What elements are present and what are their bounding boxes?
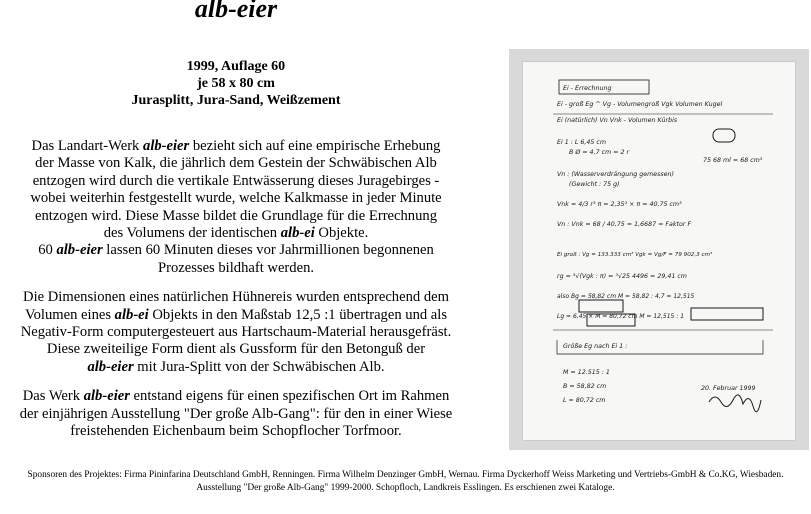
text-line [0, 138, 472, 155]
paragraph [0, 138, 472, 277]
sheet-line: Größe Eg nach Ei 1 : [563, 343, 628, 350]
text-line [0, 388, 472, 405]
work-title-mention: alb-ei [114, 306, 149, 323]
text-line [0, 190, 472, 207]
text-segment: entzogen wird durch die vertikale Entwässerung dieses Juragebirges - [32, 172, 440, 189]
text-line [0, 289, 472, 306]
text-line [0, 242, 472, 259]
text-segment: mit Jura-Splitt von der Schwäbischen Alb. [133, 358, 385, 375]
footer-exhibition: Ausstellung "Der große Alb-Gang" 1999-2000. Schopfloch, Landkreis Esslingen. Es erschienen zwei Kataloge. [196, 482, 615, 493]
text-segment: freistehenden Eichenbaum beim Schopflocher Torfmoor. [70, 423, 402, 440]
work-title-mention: alb-eier [87, 358, 134, 375]
sheet-line: (Gewicht : 75 g) [569, 181, 620, 188]
page-title: alb-eier [194, 0, 278, 23]
body-text [0, 138, 472, 453]
text-line [0, 324, 472, 341]
spec-material: Jurasplitt, Jura-Sand, Weißzement [131, 93, 341, 108]
text-segment: Objekts in den Maßstab 12,5 :1 übertragen und als [148, 306, 448, 323]
footer-sponsors: Sponsoren des Projektes: Firma Pininfarina Deutschland GmbH, Renningen. Firma Wilhelm Denzinger GmbH, Wernau. Firma Dyckerhoff Weiss Marketing und Vertriebs-GmbH & Co.KG, Wiesbaden. [27, 470, 784, 480]
text-line [0, 423, 472, 440]
sheet-line: 20. Februar 1999 [701, 385, 756, 392]
work-title-mention: alb-eier [143, 138, 190, 154]
text-line [0, 341, 472, 358]
text-segment: 60 [38, 242, 57, 259]
text-segment: des Volumens der identischen [103, 225, 281, 242]
sheet-line: M = 12.515 : 1 [563, 369, 610, 376]
text-segment: Das Landart-Werk [31, 138, 144, 154]
text-line [0, 307, 472, 324]
text-line [0, 359, 472, 376]
text-segment: Objekte. [314, 225, 369, 242]
sheet-line: Ei (natürlich) Vn Vnk - Volumen Kürbis [557, 117, 678, 124]
sheet-line: Vnk = 4/3 r³ π = 2,35³ × π = 40,75 cm³ [557, 201, 682, 208]
text-segment: Diese zweiteilige Form dient als Gussform für den Betonguß der [46, 341, 426, 358]
text-segment: Das Werk [22, 388, 84, 405]
sheet-line: 75 68 ml = 68 cm³ [703, 157, 763, 164]
work-title-mention: alb-eier [56, 242, 103, 259]
specs-block [0, 58, 472, 109]
sheet-line: B Ø = 4,7 cm = 2 r [569, 149, 630, 156]
sheet-line: rg = ³√(Vgk : π) = ³√25 4496 = 29,41 cm [557, 273, 687, 280]
text-segment: der Masse von Kalk, die jährlich dem Gestein der Schwäbischen Alb [35, 155, 437, 172]
text-segment: bezieht sich auf eine empirische Erhebung [189, 138, 441, 154]
sheet-line: Ei 1 : L 6,45 cm [557, 139, 606, 146]
sheet-line: Ei groß : Vg = 133.333 cm³ Vgk = Vg/F = 79 902,3 cm³ [557, 252, 713, 258]
text-segment: wobei weiterhin festgestellt wurde, welche Kalkmasse in jeder Minute [30, 190, 442, 207]
text-segment: Negativ-Form computergesteuert aus Hartschaum-Material herausgefräst. [20, 324, 452, 341]
text-segment: der einjährigen Ausstellung "Der große Alb-Gang": für den in einer Wiese [19, 405, 453, 422]
spec-edition: 1999, Auflage 60 [186, 59, 286, 74]
text-segment: entzogen wird. Diese Masse bildet die Grundlage für die Errechnung [34, 207, 437, 224]
text-line [0, 225, 472, 242]
text-line [0, 173, 472, 190]
work-title-mention: alb-ei [280, 225, 315, 242]
text-segment: Volumen eines [24, 306, 115, 323]
text-segment: entstand eigens für einen spezifischen Ort im Rahmen [129, 388, 450, 405]
sheet-line: B = 58,82 cm [563, 383, 607, 390]
handwritten-calculation-sheet [523, 62, 795, 440]
sheet-line: also Bg = 58,82 cm M = 58,82 : 4,7 = 12,515 [557, 293, 695, 300]
spec-size: je 58 x 80 cm [197, 76, 275, 91]
sheet-line: Lg = 6,45 × M = 80,72 cm M = 12,515 : 1 [557, 313, 685, 320]
sheet-line: Ei - groß Eg ^ Vg - Volumengroß Vgk Volumen Kugel [557, 101, 723, 108]
text-segment: lassen 60 Minuten dieses vor Jahrmillionen begonnenen [102, 242, 434, 259]
text-segment: Prozesses bildhaft werden. [157, 259, 315, 276]
text-line [0, 406, 472, 423]
text-segment: Die Dimensionen eines natürlichen Hühnereis wurden entsprechend dem [23, 289, 449, 306]
text-line [0, 155, 472, 172]
work-title-mention: alb-eier [83, 388, 130, 405]
footer [0, 469, 811, 494]
text-line [0, 208, 472, 225]
text-line [0, 260, 472, 277]
paragraph [0, 388, 472, 440]
sheet-line: Vn : (Wasserverdrängung gemessen) [557, 171, 675, 178]
paragraph [0, 289, 472, 376]
sheet-line: L = 80,72 cm [563, 397, 606, 404]
sheet-line: Vn : Vnk = 68 / 40,75 = 1,6687 = Faktor F [557, 221, 692, 228]
sheet-header: Ei - Errechnung [563, 85, 612, 92]
